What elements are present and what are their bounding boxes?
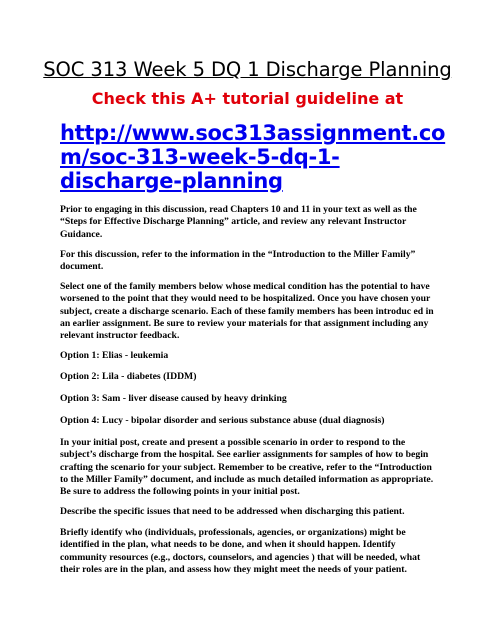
- initial-post-paragraph: In your initial post, create and present a possible scenario in order to respond to the subject’s discharge from the hospital. See earlier assignments for samples of how to begin crafting the scenario for your subject. Remember to be creative, refer to the “Introduction to the Miller Family” document, and include as much detailed information as appropriate. Be sure to address the following points in your initial post.: [60, 437, 434, 498]
- tutorial-callout: Check this A+ tutorial guideline at: [91, 89, 404, 108]
- option-item: Option 4: Lucy - bipolar disorder and serious substance abuse (dual diagnosis): [60, 415, 385, 426]
- option-item: Option 1: Elias - leukemia: [60, 350, 169, 361]
- tutorial-link-line[interactable]: m/soc-313-week-5-dq-1-: [60, 145, 340, 169]
- tutorial-link-line[interactable]: http://www.soc313assignment.co: [60, 121, 446, 145]
- option-item: Option 2: Lila - diabetes (IDDM): [60, 371, 197, 382]
- selection-paragraph: Select one of the family members below whose medical condition has the potential to have worsened to the point that they would need to be hospitalized. Once you have chosen your subject, create a discharge scenario. Each of these family members has been introduc ed in an earlier assignment. Be sure to review your materials for that assignment including any relevant instructor feedback.: [60, 281, 434, 342]
- resources-paragraph: Briefly identify who (individuals, professionals, agencies, or organizations) might be identified in the plan, what needs to be done, and when it should happen. Identify community resources (e.g., doctors, counselors, and agencies ) that will be needed, what their roles are in the plan, and assess how they might meet the needs of your patient.: [60, 527, 421, 575]
- tutorial-link-line[interactable]: discharge-planning: [60, 169, 283, 193]
- option-item: Option 3: Sam - liver disease caused by heavy drinking: [60, 393, 287, 404]
- document-title: SOC 313 Week 5 DQ 1 Discharge Planning: [43, 58, 452, 81]
- tutorial-link[interactable]: [60, 121, 480, 193]
- instructions-paragraph: Prior to engaging in this discussion, read Chapters 10 and 11 in your text as well as the “Steps for Effective Discharge Planning” article, and review any relevant Instructor Guidance.: [60, 204, 417, 240]
- reference-paragraph: For this discussion, refer to the information in the “Introduction to the Miller Family” document.: [60, 249, 416, 273]
- issues-paragraph: Describe the specific issues that need to be addressed when discharging this patient.: [60, 506, 405, 517]
